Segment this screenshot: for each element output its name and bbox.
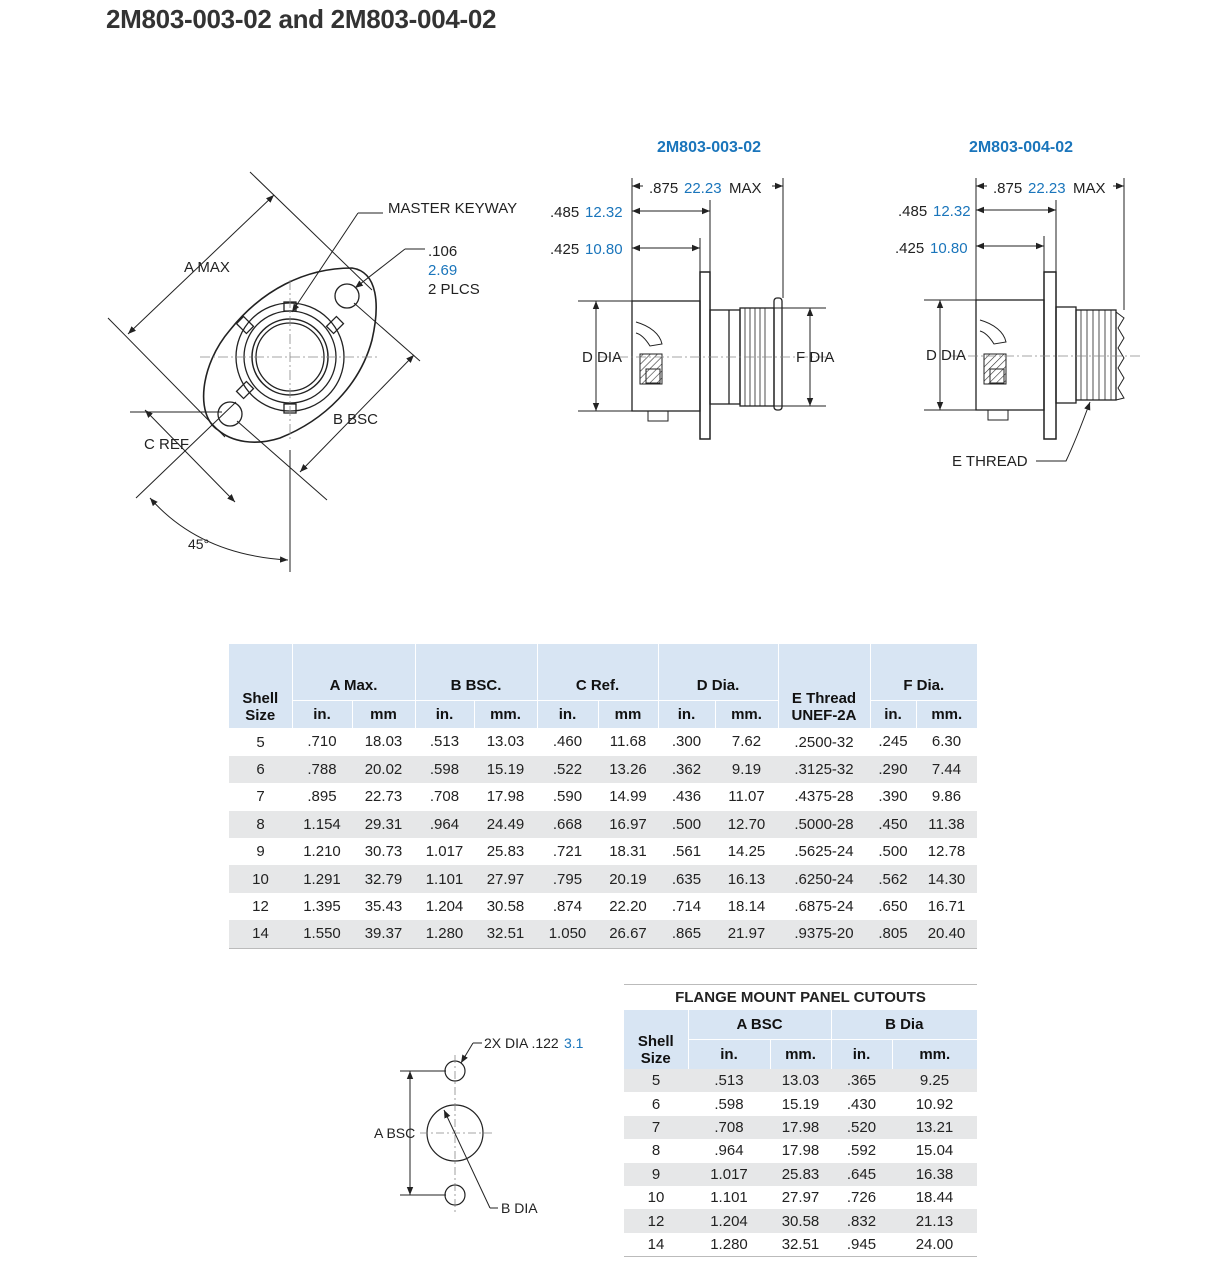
shell-size-cell: 7	[256, 788, 265, 806]
table-cell: 1.280	[415, 920, 474, 948]
table-cell: 1.101	[415, 865, 474, 892]
table-cell: 13.21	[892, 1116, 977, 1139]
table-row	[229, 728, 977, 756]
table-cell: 27.97	[781, 1189, 820, 1207]
side-003-dim1-in: .485	[550, 204, 580, 221]
table-cell: 32.51	[474, 920, 537, 948]
panel-cutout-drawing	[360, 1020, 620, 1230]
table-cell: 1.210	[303, 843, 341, 861]
table-cell: 11.38	[916, 811, 977, 838]
header-unef: UNEF-2A	[791, 706, 857, 724]
hole-plcs: 2 PLCS	[428, 281, 480, 298]
table-cell: .5625-24	[794, 843, 854, 861]
table-cell: 21.97	[715, 920, 778, 948]
table-cell: .436	[671, 788, 702, 806]
unit-header: in.	[658, 701, 715, 729]
shell-size-cell: 7	[624, 1116, 688, 1139]
table-row	[229, 756, 977, 783]
table-cell: .5000-28	[778, 811, 870, 838]
a-max-label: A MAX	[184, 259, 230, 276]
table-cell: .430	[846, 1095, 877, 1113]
table-cell: .3125-32	[778, 756, 870, 783]
table-cell: .714	[671, 898, 702, 916]
table-cell: 24.00	[892, 1233, 977, 1257]
table-cell: .635	[658, 865, 715, 892]
table-row	[624, 1116, 977, 1139]
shell-size-cell: 14	[624, 1233, 688, 1257]
table-cell: 16.13	[715, 865, 778, 892]
table-cell: 15.04	[915, 1142, 954, 1160]
page-title: 2M803-003-02 and 2M803-004-02	[106, 4, 497, 34]
table-cell: .520	[831, 1116, 892, 1139]
table-cell: 35.43	[364, 898, 403, 916]
table-cell: 18.44	[915, 1189, 954, 1207]
table-cell: 26.67	[598, 920, 658, 948]
table-cell: 22.20	[609, 898, 647, 916]
table-cell: 30.58	[486, 898, 525, 916]
side-004-dim2-mm: 10.80	[930, 240, 968, 257]
table-row	[624, 1069, 977, 1092]
shell-size-cell: 6	[651, 1095, 661, 1113]
cutout-col-b-dia: B Dia	[831, 1010, 977, 1040]
table-cell: 14.25	[727, 843, 766, 861]
table-cell: 9.19	[715, 756, 778, 783]
table-cell: .795	[537, 865, 598, 892]
table-cell: 29.31	[352, 811, 415, 838]
table-cell: .450	[870, 811, 916, 838]
side-view-004	[924, 178, 1140, 461]
table-cell: .710	[307, 733, 337, 751]
table-cell: .874	[552, 898, 583, 916]
unit-header: mm.	[474, 701, 537, 729]
table-cell: .865	[658, 920, 715, 948]
table-cell: .598	[714, 1095, 744, 1113]
table-cell: .721	[552, 843, 583, 861]
cutout-hole-mm: 3.1	[564, 1035, 584, 1051]
side-004-max-in: .875	[993, 180, 1023, 197]
table-cell: 17.98	[781, 1142, 820, 1160]
panel-cutouts-table	[624, 1010, 977, 1257]
table-cell: .668	[537, 811, 598, 838]
table-cell: 11.07	[728, 788, 765, 806]
cutout-table-body	[624, 1069, 977, 1257]
table-cell: 20.19	[598, 865, 658, 892]
table-cell: .708	[688, 1116, 770, 1139]
table-cell: .562	[870, 865, 916, 892]
col-shell-size	[229, 644, 292, 728]
table-cell: 1.204	[425, 898, 464, 916]
b-bsc-label: B BSC	[333, 411, 379, 428]
table-cell: .300	[671, 733, 702, 751]
table-cell: 18.31	[609, 843, 647, 861]
table-cell: 18.03	[364, 733, 403, 751]
table-cell: 21.13	[892, 1209, 977, 1232]
table-cell: 15.19	[474, 756, 537, 783]
table-cell: .500	[658, 811, 715, 838]
table-cell: .964	[415, 811, 474, 838]
table-cell: .6250-24	[778, 865, 870, 892]
e-thread-label: E THREAD	[952, 453, 1028, 470]
table-cell: 30.58	[770, 1209, 831, 1232]
side-004-d-dia: D DIA	[926, 347, 967, 364]
table-cell: 14.30	[916, 865, 977, 892]
table-cell: .788	[292, 756, 352, 783]
table-cell: 39.37	[352, 920, 415, 948]
cutout-b-dia: B DIA	[501, 1200, 538, 1216]
table-row	[624, 1092, 977, 1115]
table-cell: .500	[878, 843, 908, 861]
table-cell: 1.017	[688, 1163, 770, 1186]
shell-size-cell: 5	[624, 1069, 688, 1092]
table-cell: 17.98	[770, 1116, 831, 1139]
table-cell: .561	[671, 843, 702, 861]
angle-label: 45°	[188, 536, 210, 552]
unit-header: in.	[537, 701, 598, 729]
table-cell: 25.83	[486, 843, 525, 861]
col-e-thread	[778, 644, 870, 728]
table-cell: .945	[831, 1233, 892, 1257]
table-cell: .726	[846, 1189, 877, 1207]
table-cell: 27.97	[474, 865, 537, 892]
side-004-heading: 2M803-004-02	[968, 139, 1074, 156]
master-keyway-label: MASTER KEYWAY	[388, 200, 518, 217]
table-cell: .708	[429, 788, 460, 806]
table-cell: 11.68	[609, 733, 647, 751]
table-cell: 6.30	[931, 733, 962, 751]
table-cell: 16.71	[927, 898, 966, 916]
shell-size-cell: 14	[229, 920, 292, 948]
col-b-bsc: B BSC.	[415, 644, 537, 701]
cutout-header-shell: Shell	[637, 1033, 674, 1050]
table-cell: .9375-20	[778, 920, 870, 948]
unit-header: mm	[352, 701, 415, 729]
header-shell: Shell	[242, 689, 279, 707]
table-row	[624, 1186, 977, 1209]
table-cell: .895	[307, 788, 337, 806]
side-003-max-label: MAX	[729, 180, 762, 197]
table-cell: 30.73	[364, 843, 403, 861]
shell-size-cell: 10	[647, 1189, 665, 1207]
header-size: Size	[245, 706, 276, 724]
table-cell: 1.154	[292, 811, 352, 838]
table-cell: 10.92	[915, 1095, 954, 1113]
table-row	[229, 811, 977, 838]
unit-header: mm	[598, 701, 658, 729]
unit-header: in.	[688, 1040, 770, 1070]
table-cell: .832	[831, 1209, 892, 1232]
table-row	[229, 783, 977, 810]
col-c-ref: C Ref.	[537, 644, 658, 701]
c-ref-label: C REF	[144, 436, 189, 453]
table-cell: 7.62	[731, 733, 762, 751]
side-003-dim2-in: .425	[550, 241, 580, 258]
table-row	[229, 865, 977, 892]
table-cell: 1.291	[292, 865, 352, 892]
shell-size-cell: 12	[252, 898, 269, 916]
table-cell: 7.44	[916, 756, 977, 783]
unit-header: mm.	[715, 701, 778, 729]
table-cell: .365	[831, 1069, 892, 1092]
table-cell: .6875-24	[794, 898, 854, 916]
table-cell: 13.03	[770, 1069, 831, 1092]
table-cell: 25.83	[770, 1163, 831, 1186]
side-003-dim2-mm: 10.80	[585, 241, 623, 258]
side-003-max-in: .875	[649, 180, 679, 197]
table-row	[229, 920, 977, 948]
table-cell: .4375-28	[794, 788, 854, 806]
table-cell: 32.51	[770, 1233, 831, 1257]
table-cell: 20.02	[352, 756, 415, 783]
unit-header: in.	[415, 701, 474, 729]
side-003-heading: 2M803-003-02	[656, 139, 762, 156]
header-e-thread: E Thread	[791, 689, 857, 707]
col-f-dia: F Dia.	[870, 644, 977, 701]
unit-header: mm.	[916, 701, 977, 729]
shell-size-cell: 9	[624, 1163, 688, 1186]
table-cell: 16.38	[892, 1163, 977, 1186]
table-cell: 17.98	[486, 788, 525, 806]
side-003-f-dia: F DIA	[796, 349, 835, 366]
dimensions-table-body	[229, 728, 977, 948]
table-cell: 13.26	[598, 756, 658, 783]
hole-size-mm: 2.69	[428, 262, 458, 279]
side-003-d-dia: D DIA	[582, 349, 623, 366]
unit-header: in.	[292, 701, 352, 729]
table-row	[229, 893, 977, 920]
unit-header: in.	[831, 1040, 892, 1070]
table-cell: 9.86	[931, 788, 962, 806]
cutout-col-a-bsc: A BSC	[688, 1010, 831, 1040]
table-cell: 22.73	[364, 788, 403, 806]
side-003-max-mm: 22.23	[684, 180, 722, 197]
front-view	[108, 172, 425, 572]
table-cell: 1.204	[688, 1209, 770, 1232]
table-cell: 16.97	[598, 811, 658, 838]
hole-size-in: .106	[428, 243, 458, 260]
table-row	[624, 1209, 977, 1232]
unit-header: mm.	[770, 1040, 831, 1070]
table-cell: .245	[878, 733, 908, 751]
table-cell: 12.78	[927, 843, 966, 861]
table-cell: 12.70	[715, 811, 778, 838]
table-cell: .645	[831, 1163, 892, 1186]
table-cell: 20.40	[916, 920, 977, 948]
table-cell: .390	[878, 788, 908, 806]
side-004-max-mm: 22.23	[1028, 180, 1066, 197]
cutout-header-size: Size	[640, 1050, 671, 1067]
table-cell: 1.050	[537, 920, 598, 948]
dimensions-table	[229, 644, 977, 949]
table-row	[624, 1233, 977, 1257]
table-cell: .805	[870, 920, 916, 948]
side-004-max-label: MAX	[1073, 180, 1106, 197]
shell-size-cell: 12	[624, 1209, 688, 1232]
side-004-dim1-mm: 12.32	[933, 203, 971, 220]
table-row	[624, 1163, 977, 1186]
table-cell: .598	[415, 756, 474, 783]
table-cell: .522	[537, 756, 598, 783]
table-row	[624, 1139, 977, 1162]
shell-size-cell: 5	[256, 733, 265, 751]
table-cell: 1.101	[710, 1189, 748, 1207]
table-cell: .592	[846, 1142, 877, 1160]
col-d-dia: D Dia.	[658, 644, 778, 701]
table-cell: .290	[870, 756, 916, 783]
table-cell: 32.79	[352, 865, 415, 892]
table-cell: .513	[688, 1069, 770, 1092]
table-cell: .590	[552, 788, 583, 806]
shell-size-cell: 6	[229, 756, 292, 783]
table-cell: 18.14	[727, 898, 766, 916]
table-cell: 13.03	[486, 733, 525, 751]
table-cell: .460	[552, 733, 583, 751]
table-cell: 9.25	[892, 1069, 977, 1092]
cutout-table-title: FLANGE MOUNT PANEL CUTOUTS	[624, 984, 977, 1006]
table-cell: 15.19	[781, 1095, 820, 1113]
side-004-dim2-in: .425	[895, 240, 925, 257]
unit-header: in.	[870, 701, 916, 729]
table-cell: 1.280	[688, 1233, 770, 1257]
unit-header: mm.	[892, 1040, 977, 1070]
table-cell: 1.017	[425, 843, 464, 861]
table-cell: .964	[714, 1142, 744, 1160]
cutout-a-bsc: A BSC	[374, 1125, 416, 1141]
table-cell: .362	[658, 756, 715, 783]
table-cell: .650	[878, 898, 908, 916]
technical-drawing	[0, 0, 1224, 640]
shell-size-cell: 8	[651, 1142, 661, 1160]
table-cell: 14.99	[609, 788, 647, 806]
table-cell: 1.395	[303, 898, 341, 916]
table-cell: .513	[429, 733, 460, 751]
side-003-dim1-mm: 12.32	[585, 204, 623, 221]
shell-size-cell: 8	[229, 811, 292, 838]
col-a-max: A Max.	[292, 644, 415, 701]
shell-size-cell: 10	[229, 865, 292, 892]
table-cell: .2500-32	[794, 733, 854, 751]
table-row	[229, 838, 977, 865]
shell-size-cell: 9	[256, 843, 265, 861]
table-cell: 24.49	[474, 811, 537, 838]
side-004-dim1-in: .485	[898, 203, 928, 220]
cutout-col-shell-size	[624, 1010, 688, 1069]
cutout-hole-label: 2X DIA .122	[484, 1035, 559, 1051]
table-cell: 1.550	[292, 920, 352, 948]
